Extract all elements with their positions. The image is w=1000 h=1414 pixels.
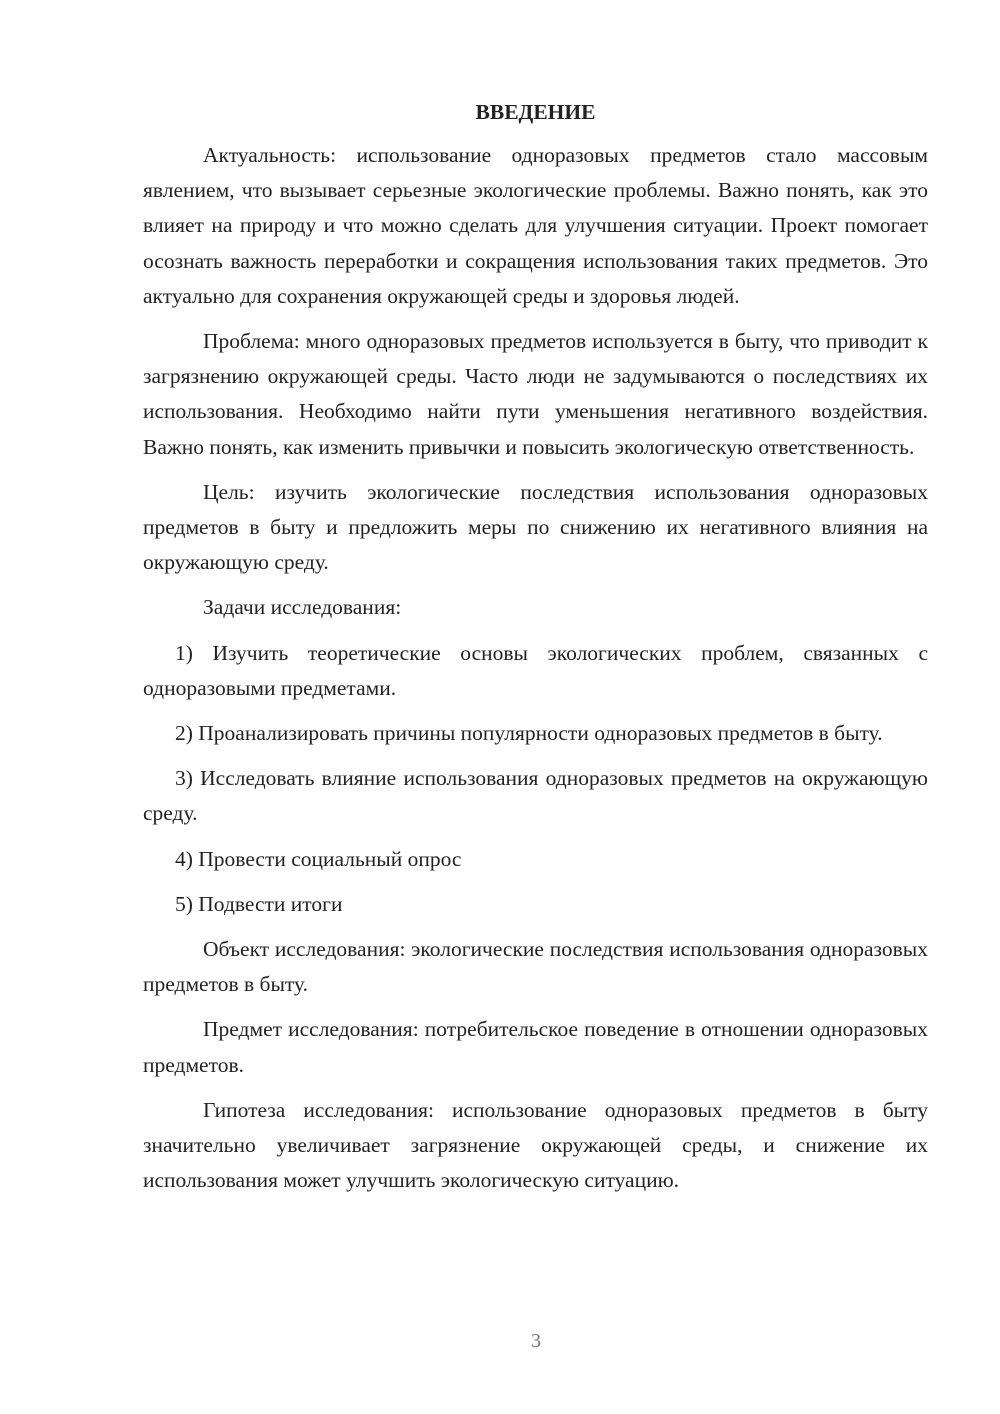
page-title: ВВЕДЕНИЕ	[475, 100, 596, 124]
list-item: 2) Проанализировать причины популярности одноразовых предметов в быту.	[175, 721, 883, 746]
list-item: 4) Провести социальный опрос	[175, 846, 462, 871]
paragraph-goal: Цель: изучить экологические последствия использования одноразовых предметов в быту и предложить меры по снижению их негативного влияния на окружающую среду.	[143, 479, 928, 575]
list-item: 1) Изучить теоретические основы экологических проблем, связанных с одноразовыми предметами.	[143, 640, 928, 700]
paragraph-subject: Предмет исследования: потребительское поведение в отношении одноразовых предметов.	[143, 1017, 928, 1077]
paragraph-object: Объект исследования: экологические последствия использования одноразовых предметов в быту.	[143, 937, 928, 997]
task-list	[143, 636, 928, 922]
list-item: 3) Исследовать влияние использования одноразовых предметов на окружающую среду.	[143, 766, 928, 826]
paragraph-hypothesis: Гипотеза исследования: использование одноразовых предметов в быту значительно увеличивает загрязнение окружающей среды, и снижение их использования может улучшить экологическую ситуацию.	[143, 1097, 928, 1193]
list-item: 5) Подвести итоги	[175, 891, 343, 916]
paragraph-tasks-heading: Задачи исследования:	[203, 595, 402, 620]
paragraph-problem: Проблема: много одноразовых предметов используется в быту, что приводит к загрязнению окружающей среды. Часто люди не задумываются о последствиях их использования. Необходимо найти пути уменьшения негативного воздействия. Важно понять, как изменить привычки и повысить экологическую ответственность.	[143, 329, 928, 459]
page-content	[143, 96, 928, 1208]
page-number: 3	[531, 1330, 541, 1352]
paragraph-relevance: Актуальность: использование одноразовых предметов стало массовым явлением, что вызывает серьезные экологические проблемы. Важно понять, как это влияет на природу и что можно сделать для улучшения ситуации. Проект помогает осознать важность переработки и сокращения использования таких предметов. Это актуально для сохранения окружающей среды и здоровья людей.	[143, 143, 928, 308]
